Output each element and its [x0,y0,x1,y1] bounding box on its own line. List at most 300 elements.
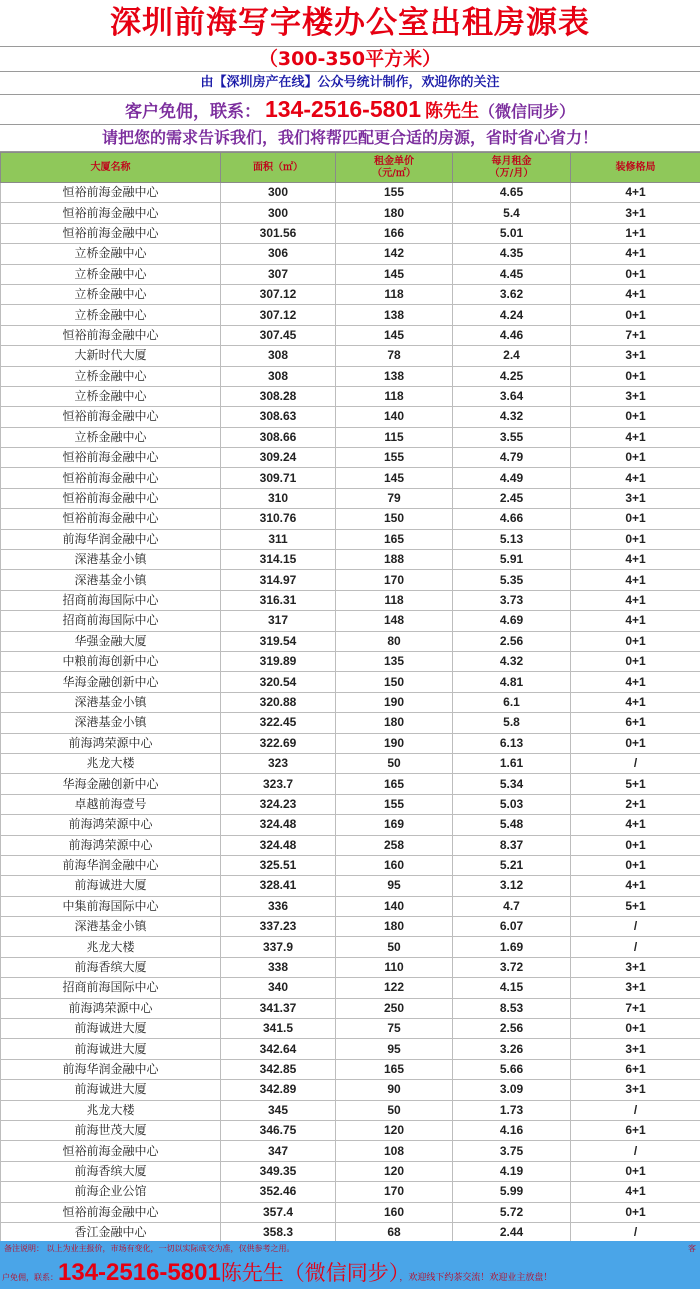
unit-rent-cell: 120 [336,1120,453,1140]
layout-cell: 4+1 [571,672,700,692]
monthly-rent-cell: 3.73 [453,590,571,610]
area-cell: 308.63 [221,407,336,427]
area-cell: 317 [221,611,336,631]
area-cell: 325.51 [221,855,336,875]
area-cell: 358.3 [221,1222,336,1242]
monthly-rent-cell: 4.66 [453,509,571,529]
layout-cell: 0+1 [571,529,700,549]
unit-rent-cell: 140 [336,407,453,427]
unit-rent-cell: 90 [336,1080,453,1100]
table-row [1,998,700,1018]
building-name-cell: 恒裕前海金融中心 [1,448,221,468]
building-name-cell: 立桥金融中心 [1,427,221,447]
unit-rent-cell: 148 [336,611,453,631]
table-row [1,223,700,243]
layout-cell: 4+1 [571,550,700,570]
area-cell: 324.48 [221,815,336,835]
layout-cell: / [571,1141,700,1161]
table-row [1,1039,700,1059]
layout-cell: 0+1 [571,264,700,284]
building-name-cell: 大新时代大厦 [1,346,221,366]
table-row [1,937,700,957]
col-unit-rent-header: 租金单价 （元/㎡） [336,153,453,183]
table-row [1,264,700,284]
table-row [1,366,700,386]
area-cell: 342.64 [221,1039,336,1059]
unit-rent-cell: 165 [336,529,453,549]
building-name-cell: 兆龙大楼 [1,1100,221,1120]
table-row [1,570,700,590]
layout-cell: 0+1 [571,509,700,529]
table-row [1,386,700,406]
monthly-rent-cell: 5.48 [453,815,571,835]
monthly-rent-cell: 5.99 [453,1182,571,1202]
layout-cell: 4+1 [571,284,700,304]
unit-rent-cell: 50 [336,937,453,957]
building-name-cell: 恒裕前海金融中心 [1,325,221,345]
area-cell: 319.54 [221,631,336,651]
building-name-cell: 恒裕前海金融中心 [1,223,221,243]
building-name-cell: 香江金融中心 [1,1222,221,1242]
area-cell: 341.37 [221,998,336,1018]
area-cell: 341.5 [221,1019,336,1039]
monthly-rent-cell: 3.64 [453,386,571,406]
area-cell: 323 [221,753,336,773]
layout-cell: 6+1 [571,713,700,733]
area-cell: 349.35 [221,1161,336,1181]
table-row [1,815,700,835]
area-cell: 311 [221,529,336,549]
layout-cell: 0+1 [571,1161,700,1181]
footer-banner [0,1241,700,1289]
unit-rent-cell: 120 [336,1161,453,1181]
area-cell: 342.89 [221,1080,336,1100]
monthly-rent-cell: 1.61 [453,753,571,773]
layout-cell: 4+1 [571,611,700,631]
contact-phone[interactable]: 134-2516-5801 [264,96,421,122]
area-cell: 323.7 [221,774,336,794]
contact-person: 陈先生 [425,101,479,122]
building-name-cell: 立桥金融中心 [1,305,221,325]
monthly-rent-cell: 4.81 [453,672,571,692]
area-cell: 314.15 [221,550,336,570]
table-row [1,1019,700,1039]
layout-cell: / [571,1222,700,1242]
table-row [1,590,700,610]
footer-prefix: 户免佣，联系： [2,1273,58,1282]
unit-rent-cell: 155 [336,794,453,814]
layout-cell: 0+1 [571,305,700,325]
table-row [1,244,700,264]
building-name-cell: 立桥金融中心 [1,264,221,284]
layout-cell: 0+1 [571,366,700,386]
footer-note: 备注说明： 以上为业主报价，市场有变化，一切以实际成交为准，仅供参考之用。 [4,1244,295,1253]
area-cell: 301.56 [221,223,336,243]
table-row [1,957,700,977]
layout-cell: 6+1 [571,1120,700,1140]
area-cell: 307.45 [221,325,336,345]
table-row [1,448,700,468]
building-name-cell: 华强金融大厦 [1,631,221,651]
building-name-cell: 前海香缤大厦 [1,1161,221,1181]
monthly-rent-cell: 1.73 [453,1100,571,1120]
building-name-cell: 深港基金小镇 [1,917,221,937]
building-name-cell: 兆龙大楼 [1,937,221,957]
unit-rent-cell: 138 [336,305,453,325]
layout-cell: 4+1 [571,570,700,590]
area-cell: 320.54 [221,672,336,692]
table-body [1,183,700,1243]
table-row [1,1182,700,1202]
layout-cell: / [571,1100,700,1120]
monthly-rent-cell: 4.32 [453,651,571,671]
area-cell: 347 [221,1141,336,1161]
building-name-cell: 前海华润金融中心 [1,1059,221,1079]
unit-rent-cell: 95 [336,876,453,896]
table-row [1,1141,700,1161]
table-row [1,427,700,447]
unit-rent-cell: 150 [336,672,453,692]
unit-rent-cell: 145 [336,264,453,284]
monthly-rent-cell: 5.13 [453,529,571,549]
layout-cell: 0+1 [571,407,700,427]
layout-cell: 0+1 [571,733,700,753]
unit-rent-cell: 155 [336,183,453,203]
monthly-rent-cell: 4.32 [453,407,571,427]
unit-rent-cell: 188 [336,550,453,570]
building-name-cell: 前海鸿荣源中心 [1,733,221,753]
building-name-cell: 恒裕前海金融中心 [1,468,221,488]
building-name-cell: 深港基金小镇 [1,692,221,712]
layout-cell: 7+1 [571,325,700,345]
monthly-rent-cell: 5.34 [453,774,571,794]
area-cell: 300 [221,183,336,203]
unit-rent-cell: 165 [336,1059,453,1079]
table-row [1,978,700,998]
monthly-rent-cell: 4.16 [453,1120,571,1140]
monthly-rent-cell: 3.55 [453,427,571,447]
layout-cell: / [571,917,700,937]
table-row [1,1080,700,1100]
unit-rent-cell: 110 [336,957,453,977]
area-cell: 338 [221,957,336,977]
monthly-rent-cell: 4.45 [453,264,571,284]
monthly-rent-cell: 2.45 [453,488,571,508]
unit-rent-cell: 180 [336,917,453,937]
unit-rent-cell: 145 [336,325,453,345]
building-name-cell: 恒裕前海金融中心 [1,203,221,223]
table-row [1,631,700,651]
monthly-rent-cell: 6.07 [453,917,571,937]
layout-cell: / [571,937,700,957]
layout-cell: 3+1 [571,346,700,366]
unit-rent-cell: 155 [336,448,453,468]
monthly-rent-cell: 5.4 [453,203,571,223]
unit-rent-cell: 190 [336,733,453,753]
building-name-cell: 立桥金融中心 [1,244,221,264]
monthly-rent-cell: 4.46 [453,325,571,345]
monthly-rent-cell: 3.09 [453,1080,571,1100]
table-row [1,488,700,508]
unit-rent-cell: 118 [336,386,453,406]
layout-cell: 5+1 [571,896,700,916]
monthly-rent-cell: 5.35 [453,570,571,590]
area-range-subtitle: （300-350平方米） [0,47,700,72]
building-name-cell: 华海金融创新中心 [1,672,221,692]
layout-cell: 4+1 [571,427,700,447]
area-cell: 322.45 [221,713,336,733]
area-cell: 322.69 [221,733,336,753]
layout-cell: 6+1 [571,1059,700,1079]
building-name-cell: 立桥金融中心 [1,386,221,406]
layout-cell: 3+1 [571,978,700,998]
layout-cell: 0+1 [571,835,700,855]
monthly-rent-cell: 5.21 [453,855,571,875]
area-cell: 342.85 [221,1059,336,1079]
area-cell: 308 [221,366,336,386]
area-cell: 320.88 [221,692,336,712]
table-row [1,651,700,671]
monthly-rent-cell: 6.1 [453,692,571,712]
layout-cell: 1+1 [571,223,700,243]
table-row [1,753,700,773]
monthly-rent-cell: 5.8 [453,713,571,733]
building-name-cell: 前海华润金融中心 [1,855,221,875]
table-row [1,550,700,570]
area-cell: 308.66 [221,427,336,447]
monthly-rent-cell: 2.56 [453,631,571,651]
footer-contact-line [2,1257,552,1287]
monthly-rent-cell: 4.69 [453,611,571,631]
area-cell: 324.23 [221,794,336,814]
table-row [1,346,700,366]
building-name-cell: 前海华润金融中心 [1,529,221,549]
unit-rent-cell: 166 [336,223,453,243]
monthly-rent-cell: 3.75 [453,1141,571,1161]
monthly-rent-cell: 1.69 [453,937,571,957]
area-cell: 309.24 [221,448,336,468]
monthly-rent-cell: 5.66 [453,1059,571,1079]
area-cell: 309.71 [221,468,336,488]
unit-rent-cell: 150 [336,509,453,529]
building-name-cell: 立桥金融中心 [1,366,221,386]
table-row [1,692,700,712]
area-cell: 336 [221,896,336,916]
table-row [1,203,700,223]
unit-rent-cell: 135 [336,651,453,671]
building-name-cell: 前海诚进大厦 [1,1080,221,1100]
layout-cell: 4+1 [571,468,700,488]
table-row [1,1100,700,1120]
table-row [1,794,700,814]
monthly-rent-cell: 4.25 [453,366,571,386]
table-row [1,835,700,855]
layout-cell: 3+1 [571,1039,700,1059]
table-row [1,713,700,733]
layout-cell: 4+1 [571,1182,700,1202]
monthly-rent-cell: 8.37 [453,835,571,855]
layout-cell: 7+1 [571,998,700,1018]
monthly-rent-cell: 4.7 [453,896,571,916]
area-cell: 310 [221,488,336,508]
area-cell: 337.23 [221,917,336,937]
layout-cell: 0+1 [571,855,700,875]
table-row [1,325,700,345]
contact-prefix: 客户免佣，联系： [124,102,261,122]
area-cell: 307 [221,264,336,284]
building-name-cell: 恒裕前海金融中心 [1,183,221,203]
monthly-rent-cell: 2.4 [453,346,571,366]
building-name-cell: 前海企业公馆 [1,1182,221,1202]
monthly-rent-cell: 5.03 [453,794,571,814]
table-row [1,284,700,304]
unit-rent-cell: 78 [336,346,453,366]
building-name-cell: 前海诚进大厦 [1,1019,221,1039]
area-cell: 352.46 [221,1182,336,1202]
area-cell: 340 [221,978,336,998]
layout-cell: 3+1 [571,203,700,223]
building-name-cell: 兆龙大楼 [1,753,221,773]
monthly-rent-cell: 3.12 [453,876,571,896]
table-row [1,1222,700,1242]
unit-rent-cell: 180 [336,203,453,223]
table-row [1,672,700,692]
table-row [1,896,700,916]
footer-phone[interactable]: 134-2516-5801 [58,1259,221,1286]
table-row [1,529,700,549]
unit-rent-cell: 118 [336,590,453,610]
table-row [1,611,700,631]
building-name-cell: 前海香缤大厦 [1,957,221,977]
monthly-rent-cell: 5.72 [453,1202,571,1222]
building-name-cell: 招商前海国际中心 [1,978,221,998]
unit-rent-cell: 160 [336,855,453,875]
building-name-cell: 前海鸿荣源中心 [1,815,221,835]
monthly-rent-cell: 3.26 [453,1039,571,1059]
building-name-cell: 招商前海国际中心 [1,611,221,631]
building-name-cell: 深港基金小镇 [1,550,221,570]
building-name-cell: 前海诚进大厦 [1,1039,221,1059]
listing-table [0,152,700,1243]
building-name-cell: 立桥金融中心 [1,284,221,304]
monthly-rent-cell: 4.24 [453,305,571,325]
monthly-rent-cell: 3.62 [453,284,571,304]
unit-rent-cell: 165 [336,774,453,794]
unit-rent-cell: 142 [336,244,453,264]
building-name-cell: 中粮前海创新中心 [1,651,221,671]
footer-note-right: 客 [688,1244,696,1253]
unit-rent-cell: 250 [336,998,453,1018]
maker-note: 由【深圳房产在线】公众号统计制作，欢迎你的关注 [0,72,700,95]
table-row [1,917,700,937]
layout-cell: 3+1 [571,957,700,977]
layout-cell: 3+1 [571,488,700,508]
unit-rent-cell: 50 [336,753,453,773]
table-header-row [1,153,700,183]
monthly-rent-cell: 2.44 [453,1222,571,1242]
layout-cell: 4+1 [571,183,700,203]
monthly-rent-cell: 3.72 [453,957,571,977]
layout-cell: 4+1 [571,692,700,712]
table-row [1,305,700,325]
building-name-cell: 恒裕前海金融中心 [1,509,221,529]
layout-cell: 3+1 [571,1080,700,1100]
building-name-cell: 前海鸿荣源中心 [1,835,221,855]
layout-cell: 0+1 [571,1019,700,1039]
building-name-cell: 深港基金小镇 [1,570,221,590]
unit-rent-cell: 118 [336,284,453,304]
area-cell: 346.75 [221,1120,336,1140]
layout-cell: 3+1 [571,386,700,406]
area-cell: 300 [221,203,336,223]
area-cell: 307.12 [221,305,336,325]
building-name-cell: 前海世茂大厦 [1,1120,221,1140]
table-row [1,509,700,529]
area-cell: 308.28 [221,386,336,406]
building-name-cell: 中集前海国际中心 [1,896,221,916]
unit-rent-cell: 115 [336,427,453,447]
area-cell: 316.31 [221,590,336,610]
page-title: 深圳前海写字楼办公室出租房源表 [0,0,700,47]
footer-person: 陈先生（微信同步） [220,1261,400,1285]
unit-rent-cell: 122 [336,978,453,998]
unit-rent-cell: 169 [336,815,453,835]
layout-cell: 4+1 [571,815,700,835]
unit-rent-cell: 190 [336,692,453,712]
table-row [1,183,700,203]
monthly-rent-cell: 2.56 [453,1019,571,1039]
table-row [1,1059,700,1079]
unit-rent-cell: 170 [336,570,453,590]
contact-wechat: （微信同步） [479,102,576,121]
table-row [1,733,700,753]
unit-rent-cell: 140 [336,896,453,916]
area-cell: 328.41 [221,876,336,896]
unit-rent-cell: 75 [336,1019,453,1039]
building-name-cell: 前海诚进大厦 [1,876,221,896]
layout-cell: 4+1 [571,244,700,264]
unit-rent-cell: 68 [336,1222,453,1242]
layout-cell: / [571,753,700,773]
building-name-cell: 前海鸿荣源中心 [1,998,221,1018]
table-row [1,468,700,488]
layout-cell: 4+1 [571,590,700,610]
unit-rent-cell: 79 [336,488,453,508]
building-name-cell: 恒裕前海金融中心 [1,1141,221,1161]
monthly-rent-cell: 4.65 [453,183,571,203]
col-monthly-rent-header: 每月租金 （万/月） [453,153,571,183]
area-cell: 357.4 [221,1202,336,1222]
table-row [1,1120,700,1140]
layout-cell: 0+1 [571,448,700,468]
monthly-rent-cell: 8.53 [453,998,571,1018]
unit-rent-cell: 138 [336,366,453,386]
unit-rent-cell: 108 [336,1141,453,1161]
table-row [1,407,700,427]
layout-cell: 0+1 [571,651,700,671]
area-cell: 310.76 [221,509,336,529]
building-name-cell: 深港基金小镇 [1,713,221,733]
monthly-rent-cell: 4.35 [453,244,571,264]
monthly-rent-cell: 4.79 [453,448,571,468]
col-building-name-header: 大厦名称 [1,153,221,183]
monthly-rent-cell: 5.91 [453,550,571,570]
table-row [1,876,700,896]
building-name-cell: 恒裕前海金融中心 [1,488,221,508]
area-cell: 307.12 [221,284,336,304]
table-row [1,1161,700,1181]
col-area-header: 面积（㎡） [221,153,336,183]
